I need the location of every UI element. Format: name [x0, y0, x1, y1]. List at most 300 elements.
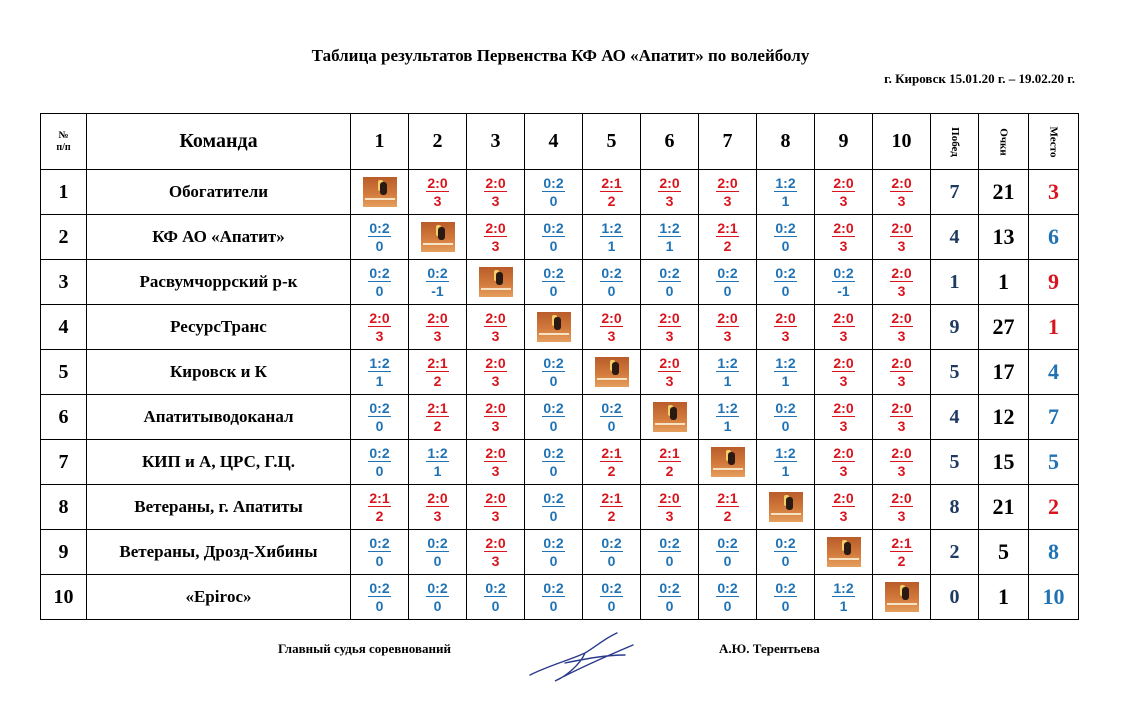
set-score: 2:0: [427, 489, 448, 506]
score-cell: [583, 530, 641, 575]
page-title: Таблица результатов Первенства КФ АО «Апатит» по волейболу: [311, 46, 810, 65]
set-score: 0:2: [543, 534, 564, 551]
header-col-6: 6: [641, 114, 699, 170]
team-name: РесурсТранс: [87, 305, 351, 350]
set-score: 2:0: [833, 399, 854, 416]
row-number: 6: [41, 395, 87, 440]
page-subtitle: г. Кировск 15.01.20 г. – 19.02.20 г.: [884, 71, 1075, 86]
set-score: 2:0: [891, 444, 912, 461]
score-cell: [525, 170, 583, 215]
header-col-3: 3: [467, 114, 525, 170]
score-cell: [351, 305, 409, 350]
points-total: 17: [979, 350, 1029, 395]
match-points: 2: [433, 372, 442, 389]
diagonal-cell: [351, 170, 409, 215]
wins-count: 5: [931, 440, 979, 485]
match-points: 3: [723, 327, 732, 344]
place-value: 10: [1029, 575, 1079, 620]
header-place: [1029, 114, 1079, 170]
set-score: 1:2: [717, 354, 738, 371]
match-points: 2: [607, 507, 616, 524]
set-score: 0:2: [543, 174, 564, 191]
place-value: 3: [1029, 170, 1079, 215]
match-points: 0: [781, 417, 790, 434]
set-score: 0:2: [543, 354, 564, 371]
set-score: 0:2: [775, 534, 796, 551]
match-points: 3: [839, 237, 848, 254]
match-points: 1: [781, 192, 790, 209]
header-col-5: 5: [583, 114, 641, 170]
match-points: 0: [781, 552, 790, 569]
score-cell: [641, 215, 699, 260]
diagonal-cell: [873, 575, 931, 620]
set-score: 2:1: [427, 399, 448, 416]
match-points: 0: [549, 192, 558, 209]
score-cell: [641, 575, 699, 620]
set-score: 1:2: [775, 354, 796, 371]
judge-name: А.Ю. Терентьева: [719, 641, 820, 656]
set-score: 0:2: [601, 264, 622, 281]
place-value: 4: [1029, 350, 1079, 395]
set-score: 0:2: [427, 264, 448, 281]
place-value: 9: [1029, 260, 1079, 305]
score-cell: [467, 395, 525, 440]
set-score: 2:0: [485, 174, 506, 191]
match-points: 2: [723, 507, 732, 524]
match-points: 3: [897, 462, 906, 479]
score-cell: [351, 215, 409, 260]
match-points: 0: [491, 597, 500, 614]
header-col-1: 1: [351, 114, 409, 170]
match-points: 1: [839, 597, 848, 614]
score-cell: [757, 440, 815, 485]
score-cell: [467, 530, 525, 575]
match-points: 2: [375, 507, 384, 524]
match-points: 0: [375, 237, 384, 254]
header-col-7: 7: [699, 114, 757, 170]
score-cell: [873, 440, 931, 485]
wins-count: 9: [931, 305, 979, 350]
score-cell: [467, 440, 525, 485]
set-score: 0:2: [717, 579, 738, 596]
row-number: 4: [41, 305, 87, 350]
table-row: [41, 395, 1079, 440]
score-cell: [641, 530, 699, 575]
wins-count: 7: [931, 170, 979, 215]
header-col-10: 10: [873, 114, 931, 170]
match-points: 0: [607, 282, 616, 299]
score-cell: [409, 440, 467, 485]
match-points: 2: [433, 417, 442, 434]
points-total: 15: [979, 440, 1029, 485]
score-cell: [467, 305, 525, 350]
match-points: 3: [897, 237, 906, 254]
match-points: 3: [491, 237, 500, 254]
row-number: 1: [41, 170, 87, 215]
match-points: 0: [549, 597, 558, 614]
score-cell: [699, 260, 757, 305]
points-total: 1: [979, 260, 1029, 305]
row-number: 2: [41, 215, 87, 260]
signature-image: [525, 625, 640, 685]
diagonal-cell: [815, 530, 873, 575]
team-name: «Epirос»: [87, 575, 351, 620]
match-points: 1: [781, 372, 790, 389]
score-cell: [525, 395, 583, 440]
score-cell: [757, 170, 815, 215]
table-row: [41, 530, 1079, 575]
match-points: 0: [723, 282, 732, 299]
set-score: 2:0: [485, 534, 506, 551]
score-cell: [699, 305, 757, 350]
score-cell: [351, 395, 409, 440]
set-score: 2:0: [427, 174, 448, 191]
match-points: 0: [607, 597, 616, 614]
score-cell: [409, 530, 467, 575]
score-cell: [467, 170, 525, 215]
match-points: 0: [375, 282, 384, 299]
set-score: 2:0: [601, 309, 622, 326]
set-score: 0:2: [601, 534, 622, 551]
volleyball-icon: [479, 267, 513, 297]
set-score: 0:2: [369, 534, 390, 551]
diagonal-cell: [467, 260, 525, 305]
set-score: 2:0: [891, 489, 912, 506]
row-number: 9: [41, 530, 87, 575]
header-team: Команда: [87, 114, 351, 170]
set-score: 1:2: [775, 174, 796, 191]
match-points: 0: [375, 462, 384, 479]
diagonal-cell: [583, 350, 641, 395]
volleyball-icon: [421, 222, 455, 252]
score-cell: [699, 350, 757, 395]
score-cell: [815, 260, 873, 305]
set-score: 2:0: [833, 174, 854, 191]
match-points: 0: [665, 282, 674, 299]
match-points: 0: [433, 552, 442, 569]
score-cell: [873, 485, 931, 530]
match-points: 0: [549, 552, 558, 569]
match-points: 3: [433, 192, 442, 209]
volleyball-icon: [653, 402, 687, 432]
score-cell: [409, 485, 467, 530]
set-score: 0:2: [717, 534, 738, 551]
score-cell: [467, 350, 525, 395]
score-cell: [641, 440, 699, 485]
place-value: 8: [1029, 530, 1079, 575]
set-score: 2:0: [717, 174, 738, 191]
score-cell: [583, 485, 641, 530]
match-points: 1: [433, 462, 442, 479]
match-points: 3: [375, 327, 384, 344]
score-cell: [641, 485, 699, 530]
set-score: 2:0: [717, 309, 738, 326]
place-value: 7: [1029, 395, 1079, 440]
volleyball-icon: [363, 177, 397, 207]
match-points: 0: [723, 597, 732, 614]
score-cell: [641, 305, 699, 350]
set-score: 2:0: [833, 489, 854, 506]
score-cell: [525, 350, 583, 395]
volleyball-icon: [827, 537, 861, 567]
match-points: 0: [549, 462, 558, 479]
set-score: 2:0: [891, 309, 912, 326]
score-cell: [757, 215, 815, 260]
set-score: 0:2: [369, 264, 390, 281]
diagonal-cell: [525, 305, 583, 350]
match-points: 3: [491, 552, 500, 569]
header-wins-label: Побед: [948, 126, 961, 157]
score-cell: [757, 530, 815, 575]
score-cell: [467, 485, 525, 530]
match-points: 0: [549, 237, 558, 254]
volleyball-icon: [769, 492, 803, 522]
points-total: 27: [979, 305, 1029, 350]
score-cell: [873, 395, 931, 440]
set-score: 2:1: [601, 489, 622, 506]
table-row: [41, 485, 1079, 530]
score-cell: [583, 260, 641, 305]
set-score: 0:2: [717, 264, 738, 281]
match-points: 1: [781, 462, 790, 479]
match-points: 3: [665, 372, 674, 389]
row-number: 7: [41, 440, 87, 485]
header-num-line: п/п: [56, 141, 71, 153]
score-cell: [583, 305, 641, 350]
set-score: 2:0: [485, 489, 506, 506]
set-score: 2:1: [601, 444, 622, 461]
set-score: 2:0: [659, 354, 680, 371]
score-cell: [641, 350, 699, 395]
row-number: 3: [41, 260, 87, 305]
match-points: 0: [781, 237, 790, 254]
score-cell: [409, 350, 467, 395]
volleyball-icon: [537, 312, 571, 342]
match-points: 3: [839, 462, 848, 479]
score-cell: [525, 575, 583, 620]
table-body: [41, 170, 1079, 620]
match-points: 0: [549, 417, 558, 434]
score-cell: [351, 575, 409, 620]
header-place-label: Место: [1047, 126, 1060, 157]
team-name: Апатитыводоканал: [87, 395, 351, 440]
set-score: 0:2: [369, 399, 390, 416]
match-points: 3: [491, 372, 500, 389]
diagonal-cell: [699, 440, 757, 485]
score-cell: [757, 575, 815, 620]
match-points: 2: [665, 462, 674, 479]
row-number: 5: [41, 350, 87, 395]
set-score: 0:2: [543, 399, 564, 416]
score-cell: [815, 305, 873, 350]
place-value: 2: [1029, 485, 1079, 530]
set-score: 0:2: [775, 579, 796, 596]
set-score: 0:2: [775, 219, 796, 236]
set-score: 2:0: [659, 174, 680, 191]
match-points: 3: [897, 282, 906, 299]
set-score: 2:1: [717, 489, 738, 506]
set-score: 1:2: [369, 354, 390, 371]
points-total: 21: [979, 485, 1029, 530]
header-num-line: №: [58, 129, 69, 141]
match-points: 3: [839, 192, 848, 209]
match-points: 3: [665, 327, 674, 344]
match-points: 0: [607, 552, 616, 569]
score-cell: [641, 170, 699, 215]
set-score: 1:2: [717, 399, 738, 416]
set-score: 2:1: [369, 489, 390, 506]
match-points: 3: [897, 192, 906, 209]
match-points: 3: [839, 372, 848, 389]
match-points: 1: [607, 237, 616, 254]
score-cell: [351, 440, 409, 485]
set-score: 2:0: [485, 399, 506, 416]
score-cell: [699, 215, 757, 260]
set-score: 0:2: [427, 579, 448, 596]
table-row: [41, 575, 1079, 620]
score-cell: [525, 485, 583, 530]
team-name: КФ АО «Апатит»: [87, 215, 351, 260]
set-score: 2:1: [427, 354, 448, 371]
score-cell: [873, 350, 931, 395]
score-cell: [641, 260, 699, 305]
team-name: КИП и А, ЦРС, Г.Ц.: [87, 440, 351, 485]
score-cell: [815, 215, 873, 260]
set-score: 0:2: [601, 579, 622, 596]
set-score: 2:0: [891, 354, 912, 371]
score-cell: [351, 260, 409, 305]
score-cell: [757, 350, 815, 395]
points-total: 12: [979, 395, 1029, 440]
volleyball-icon: [711, 447, 745, 477]
score-cell: [525, 260, 583, 305]
match-points: 0: [549, 507, 558, 524]
set-score: 2:0: [427, 309, 448, 326]
match-points: 0: [375, 552, 384, 569]
score-cell: [815, 395, 873, 440]
set-score: 0:2: [775, 399, 796, 416]
points-total: 1: [979, 575, 1029, 620]
set-score: 1:2: [833, 579, 854, 596]
points-total: 13: [979, 215, 1029, 260]
set-score: 0:2: [543, 444, 564, 461]
header-points: [979, 114, 1029, 170]
judge-label: Главный судья соревнований: [278, 641, 451, 656]
score-cell: [583, 575, 641, 620]
match-points: 1: [723, 372, 732, 389]
score-cell: [699, 530, 757, 575]
match-points: 3: [897, 507, 906, 524]
results-table: [40, 113, 1079, 620]
score-cell: [583, 440, 641, 485]
match-points: 1: [723, 417, 732, 434]
team-name: Кировск и К: [87, 350, 351, 395]
score-cell: [525, 530, 583, 575]
match-points: 3: [897, 372, 906, 389]
points-total: 5: [979, 530, 1029, 575]
score-cell: [467, 575, 525, 620]
wins-count: 4: [931, 215, 979, 260]
row-number: 10: [41, 575, 87, 620]
set-score: 0:2: [659, 534, 680, 551]
match-points: 3: [491, 507, 500, 524]
set-score: 2:0: [891, 174, 912, 191]
wins-count: 5: [931, 350, 979, 395]
set-score: 2:0: [833, 219, 854, 236]
set-score: 2:0: [891, 264, 912, 281]
set-score: 0:2: [833, 264, 854, 281]
set-score: 0:2: [543, 219, 564, 236]
set-score: 0:2: [485, 579, 506, 596]
score-cell: [525, 440, 583, 485]
team-name: Ветераны, г. Апатиты: [87, 485, 351, 530]
score-cell: [583, 395, 641, 440]
team-name: Расвумчоррский р-к: [87, 260, 351, 305]
match-points: 0: [607, 417, 616, 434]
set-score: 2:1: [717, 219, 738, 236]
wins-count: 1: [931, 260, 979, 305]
set-score: 1:2: [775, 444, 796, 461]
header-wins: [931, 114, 979, 170]
header-col-8: 8: [757, 114, 815, 170]
match-points: -1: [431, 282, 444, 299]
set-score: 1:2: [427, 444, 448, 461]
match-points: 3: [839, 417, 848, 434]
set-score: 2:0: [891, 399, 912, 416]
place-value: 1: [1029, 305, 1079, 350]
set-score: 2:1: [659, 444, 680, 461]
row-number: 8: [41, 485, 87, 530]
score-cell: [351, 485, 409, 530]
match-points: 3: [665, 507, 674, 524]
header-col-4: 4: [525, 114, 583, 170]
score-cell: [815, 170, 873, 215]
match-points: 3: [723, 192, 732, 209]
set-score: 0:2: [659, 264, 680, 281]
set-score: 2:0: [485, 444, 506, 461]
match-points: 1: [375, 372, 384, 389]
header-points-label: Очки: [997, 127, 1010, 156]
points-total: 21: [979, 170, 1029, 215]
set-score: 2:0: [775, 309, 796, 326]
table-row: [41, 170, 1079, 215]
table-row: [41, 350, 1079, 395]
table-row: [41, 305, 1079, 350]
match-points: 0: [549, 372, 558, 389]
wins-count: 8: [931, 485, 979, 530]
score-cell: [525, 215, 583, 260]
score-cell: [873, 170, 931, 215]
score-cell: [699, 485, 757, 530]
match-points: 2: [723, 237, 732, 254]
match-points: 2: [897, 552, 906, 569]
set-score: 1:2: [659, 219, 680, 236]
score-cell: [873, 260, 931, 305]
match-points: 3: [839, 327, 848, 344]
match-points: 2: [607, 192, 616, 209]
match-points: 3: [491, 462, 500, 479]
place-value: 5: [1029, 440, 1079, 485]
wins-count: 2: [931, 530, 979, 575]
table-row: [41, 440, 1079, 485]
score-cell: [351, 530, 409, 575]
diagonal-cell: [757, 485, 815, 530]
score-cell: [815, 440, 873, 485]
match-points: 2: [607, 462, 616, 479]
set-score: 0:2: [659, 579, 680, 596]
header-num: [41, 114, 87, 170]
score-cell: [699, 170, 757, 215]
